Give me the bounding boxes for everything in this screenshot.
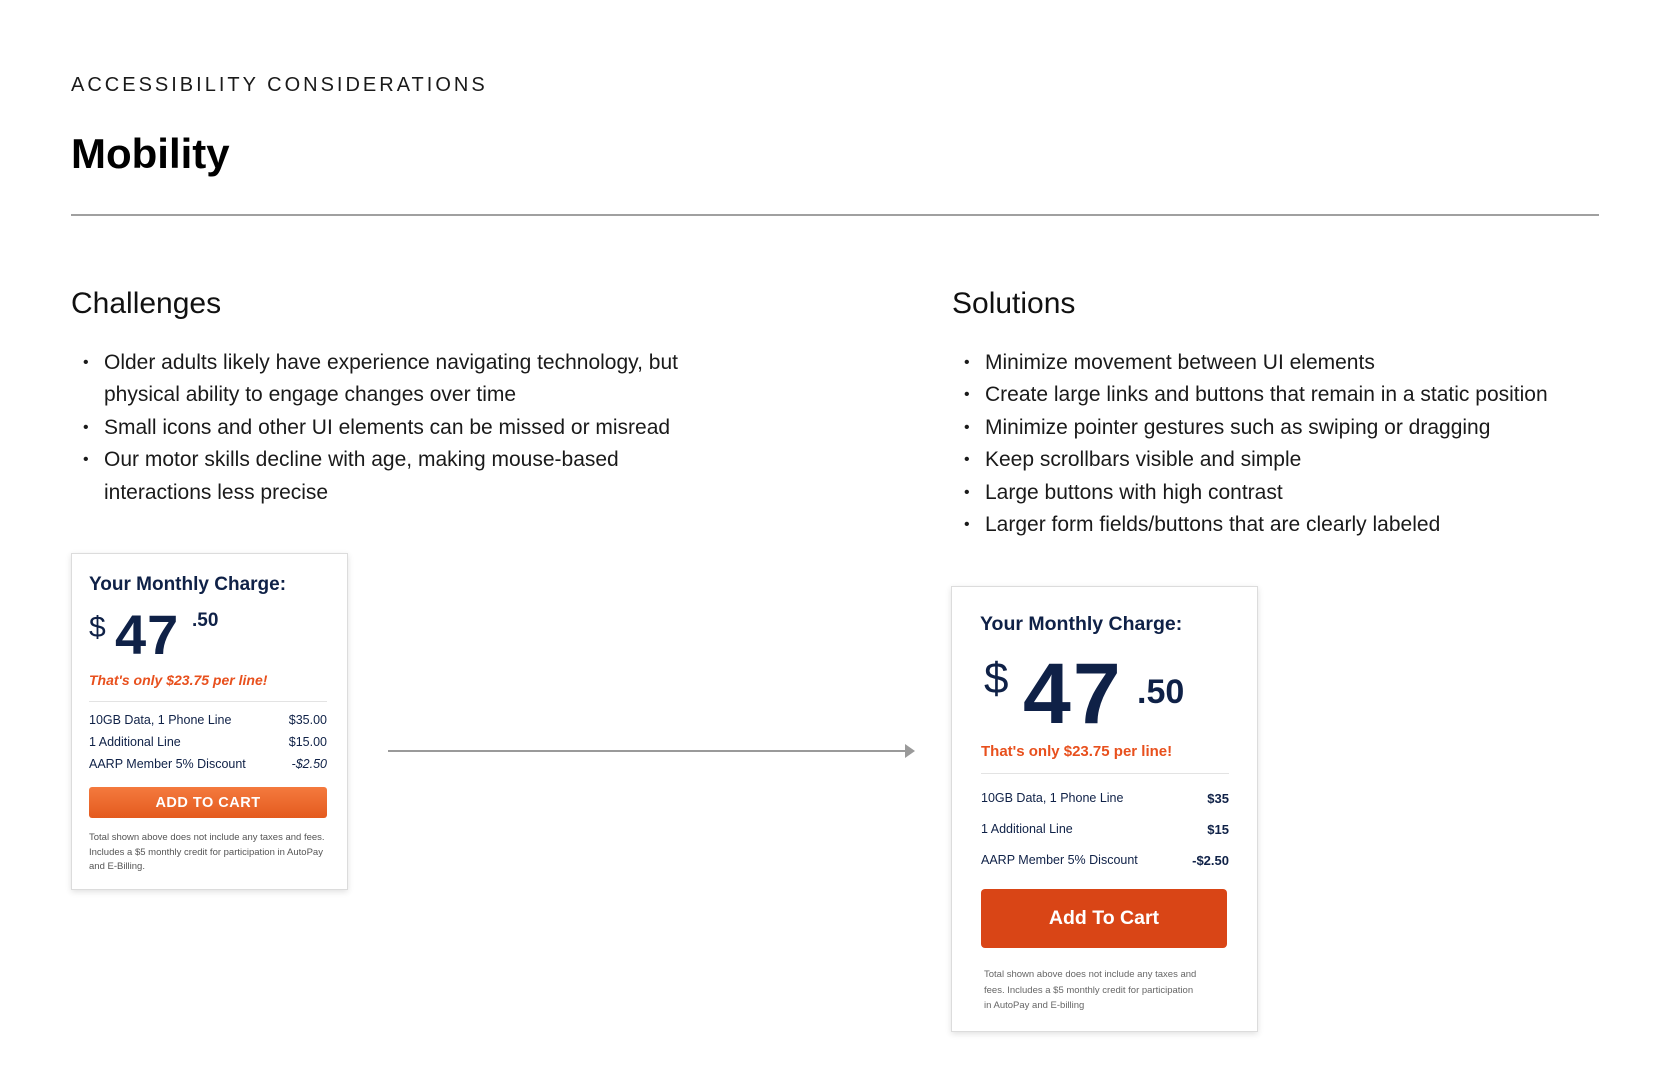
line-item-row [89,735,327,749]
list-item: • Minimize pointer gestures such as swiping or dragging [952,412,1592,444]
line-item-value: $15 [1207,822,1229,837]
line-item-row [89,757,327,771]
line-item-row [981,822,1229,837]
line-item-label: 10GB Data, 1 Phone Line [89,713,232,727]
section-eyebrow: ACCESSIBILITY CONSIDERATIONS [71,74,488,96]
transition-arrow-line [388,750,907,752]
card-title: Your Monthly Charge: [89,574,287,595]
list-item: • Older adults likely have experience navigating technology, but physical ability to engage changes over time [71,347,731,412]
currency-symbol: $ [89,611,106,644]
line-item-label: 10GB Data, 1 Phone Line [981,791,1124,805]
price-cents: .50 [192,610,219,631]
line-item-row [89,713,327,727]
list-item: • Minimize movement between UI elements [952,347,1592,379]
line-item-value: $15.00 [288,735,327,749]
list-item: • Our motor skills decline with age, making mouse-based interactions less precise [71,444,731,509]
currency-symbol: $ [984,654,1009,703]
price-cents: .50 [1137,673,1185,711]
line-item-value: $35.00 [288,713,327,727]
list-item: • Create large links and buttons that remain in a static position [952,379,1592,411]
after-pricing-card [951,586,1258,1032]
line-item-label: 1 Additional Line [89,735,181,749]
list-item: • Larger form fields/buttons that are clearly labeled [952,509,1592,541]
card-divider [89,701,327,702]
line-item-label: AARP Member 5% Discount [981,853,1138,867]
page-title: Mobility [71,130,230,177]
solutions-heading: Solutions [952,287,1076,320]
line-item-value: -$2.50 [291,757,327,771]
line-item-row [981,791,1229,806]
header-divider [71,214,1599,216]
per-line-callout: That's only $23.75 per line! [981,743,1173,760]
line-item-value: -$2.50 [1192,853,1229,868]
before-pricing-card [71,553,348,890]
list-item: • Small icons and other UI elements can be missed or misread [71,412,731,444]
card-divider [981,773,1229,774]
price-whole: 47 [115,603,180,666]
add-to-cart-button[interactable]: Add To Cart [981,889,1227,948]
solutions-list [952,347,1592,541]
disclaimer-note: Total shown above does not include any taxes and fees. Includes a $5 monthly credit for participation in AutoPay and E-Billing. [89,832,325,872]
line-item-row [981,853,1229,868]
line-item-value: $35 [1207,791,1229,806]
card-title: Your Monthly Charge: [980,613,1183,635]
line-item-label: AARP Member 5% Discount [89,757,246,771]
list-item: • Keep scrollbars visible and simple [952,444,1592,476]
challenges-list [71,347,731,509]
list-item: • Large buttons with high contrast [952,477,1592,509]
challenges-heading: Challenges [71,287,222,320]
line-item-label: 1 Additional Line [981,822,1073,836]
arrow-right-icon [905,744,915,758]
price-whole: 47 [1023,646,1123,742]
per-line-callout: That's only $23.75 per line! [89,672,268,688]
add-to-cart-button[interactable]: ADD TO CART [89,787,327,818]
disclaimer-note: Total shown above does not include any taxes and fees. Includes a $5 monthly credit for participation in AutoPay and E-billing [984,969,1197,1011]
